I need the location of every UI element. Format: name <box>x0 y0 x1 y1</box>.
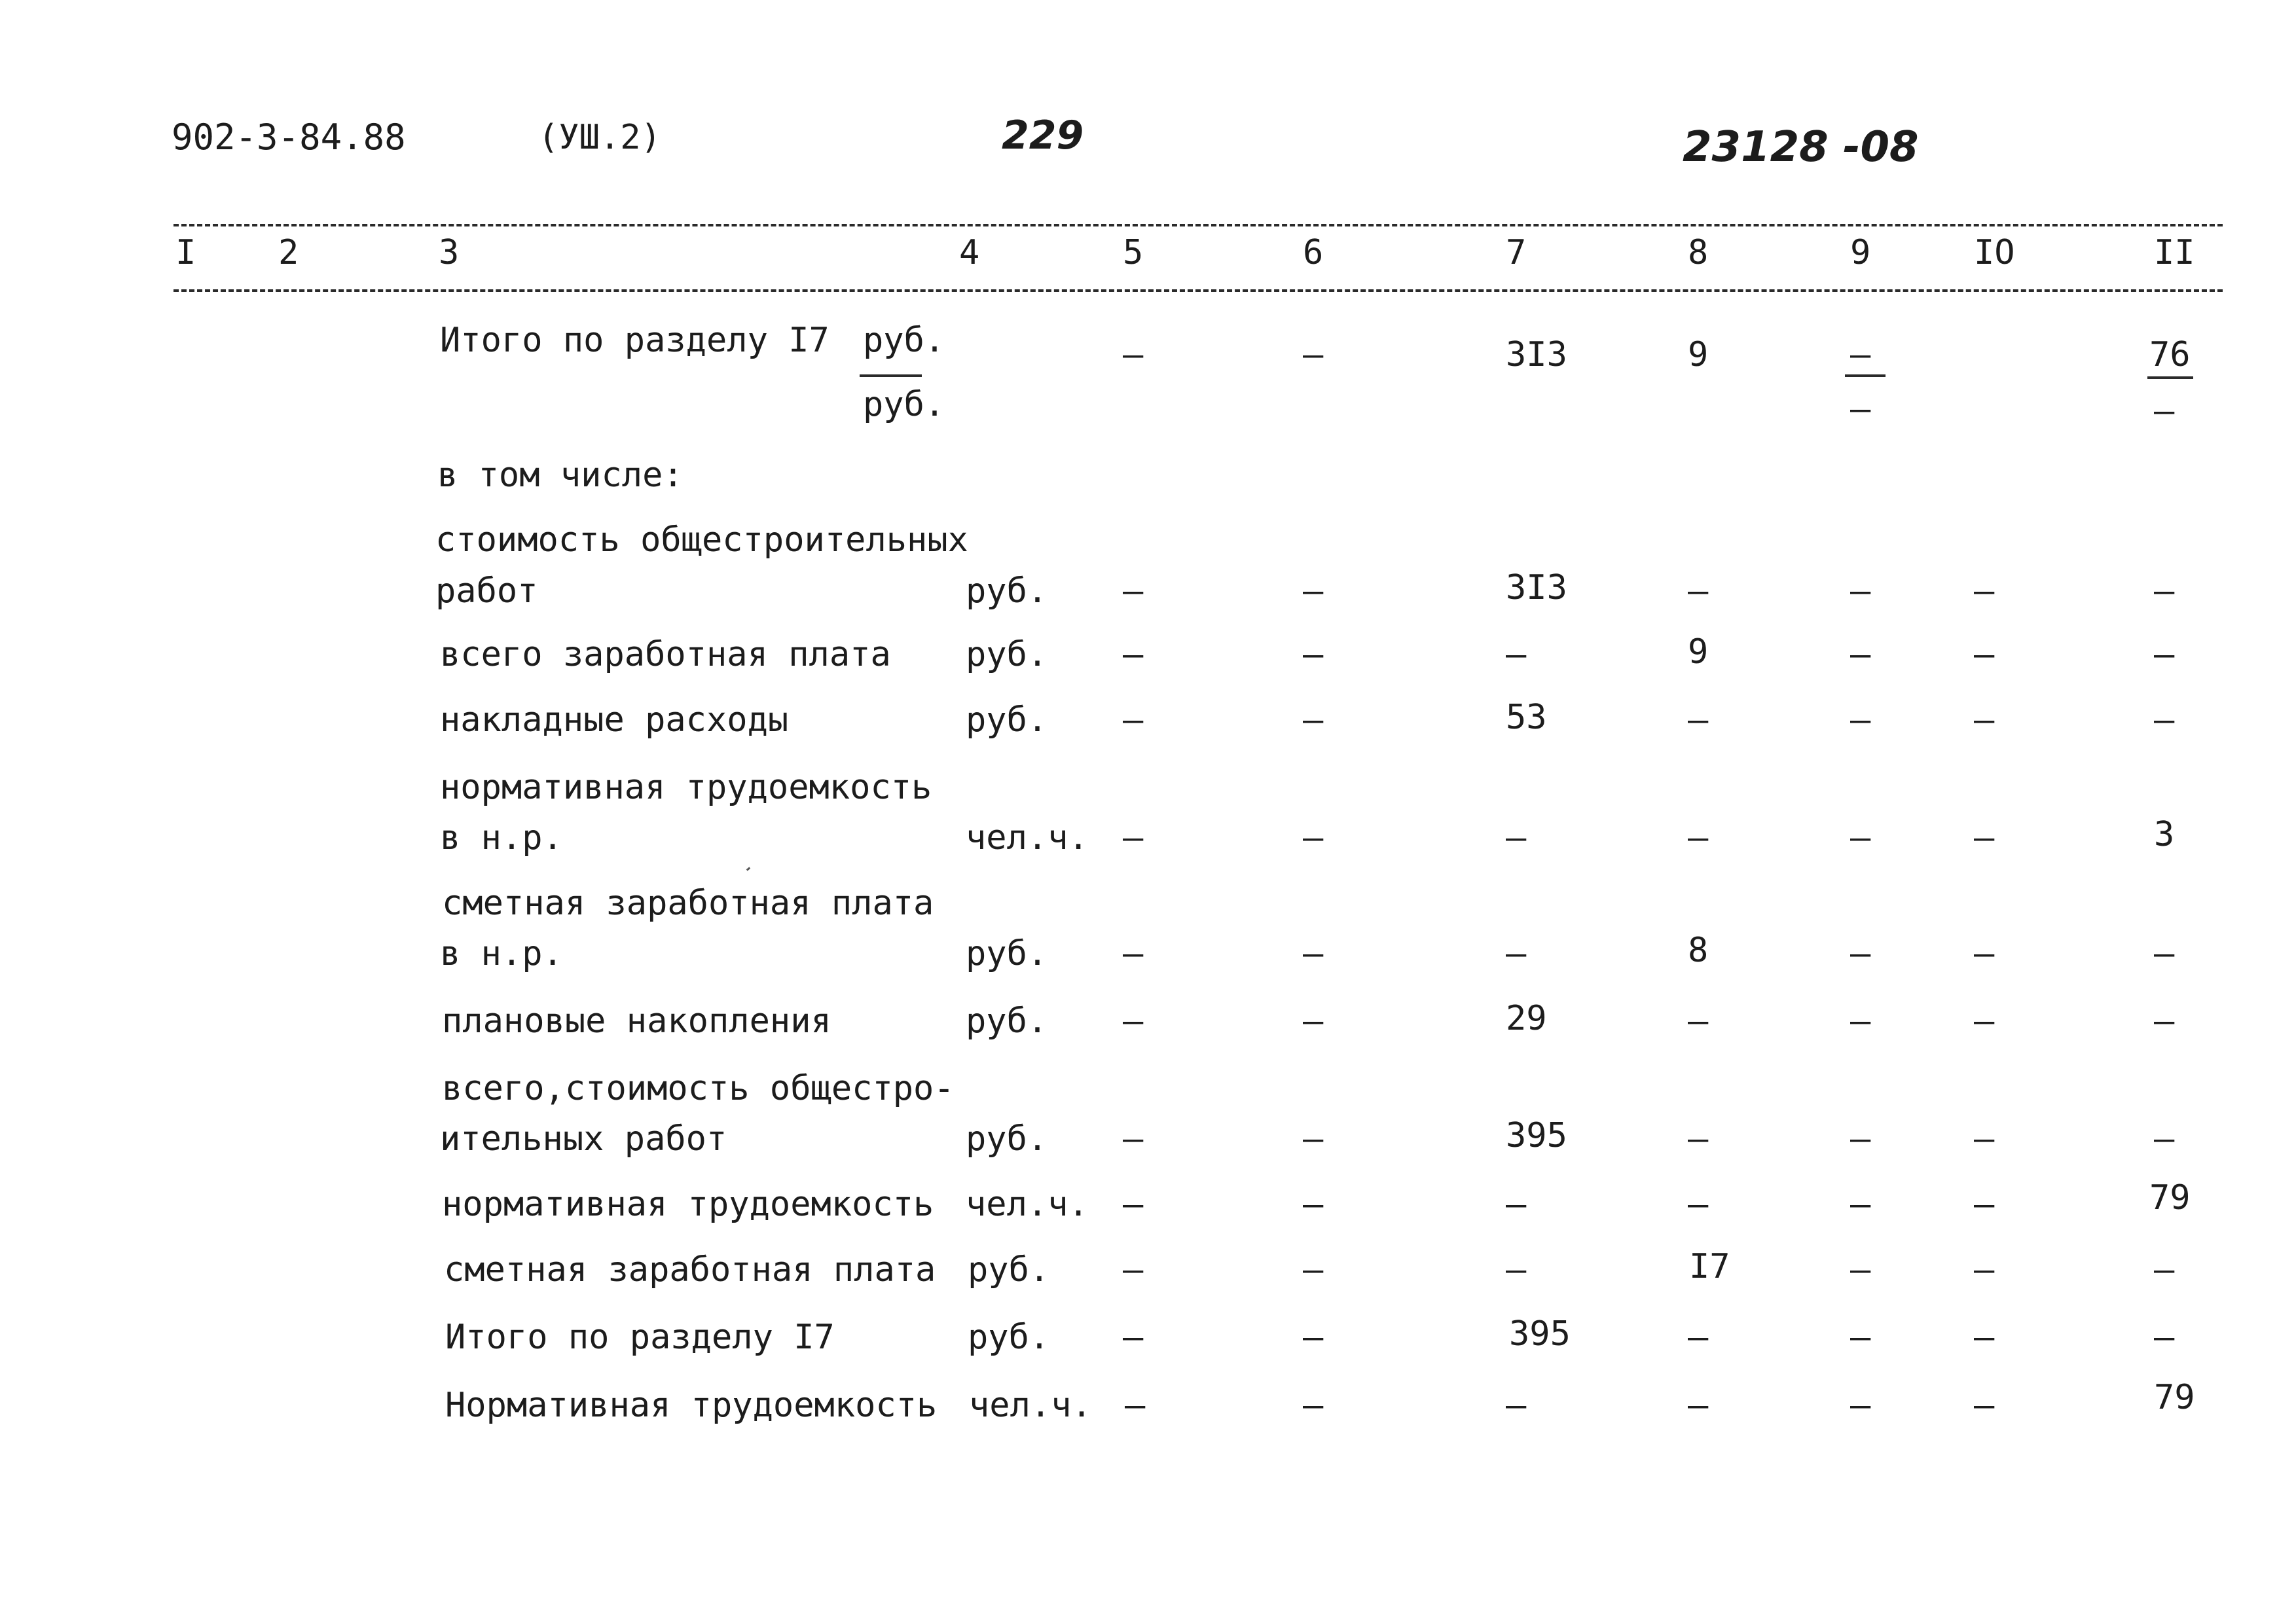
cell-col6: – <box>1303 1185 1324 1224</box>
column-header: 5 <box>1123 233 1144 272</box>
cell-col7: 395 <box>1509 1314 1571 1354</box>
archive-number: 23128 -08 <box>1683 123 1919 171</box>
cell-col11: – <box>2154 1318 2175 1357</box>
cell-col9: – <box>1850 335 1871 374</box>
header-rule-top <box>173 224 2223 226</box>
cell-col6: – <box>1303 934 1324 973</box>
cell-col10: – <box>1974 700 1995 740</box>
cell-col11: – <box>2154 571 2175 611</box>
cell-col6: – <box>1303 1001 1324 1041</box>
cell-col9: – <box>1850 1386 1871 1425</box>
cell-col10: – <box>1974 934 1995 973</box>
cell-col8: – <box>1688 1001 1709 1041</box>
cell-col11: 79 <box>2149 1178 2191 1218</box>
column-header: 3 <box>439 233 460 272</box>
column-header: IO <box>1974 233 2015 272</box>
cell-col11: – <box>2154 1001 2175 1041</box>
cell-col7: – <box>1506 934 1527 973</box>
cell-col10: – <box>1974 635 1995 674</box>
column-header: 4 <box>959 233 980 272</box>
cell-col11-denominator: – <box>2154 391 2175 431</box>
cell-col5: – <box>1123 1119 1144 1159</box>
cell-col9: – <box>1850 818 1871 857</box>
cell-col9: – <box>1850 934 1871 973</box>
subtotal-caption: в том числе: <box>437 456 683 495</box>
cell-col8: – <box>1688 571 1709 611</box>
row-name: Итого по разделу I7 <box>440 321 829 360</box>
cell-col6: – <box>1303 1318 1324 1357</box>
cell-col8: I7 <box>1689 1247 1730 1286</box>
cell-col10: – <box>1974 1250 1995 1290</box>
row-name: Нормативная трудоемкость <box>445 1386 938 1425</box>
column-header: 6 <box>1303 233 1324 272</box>
cell-col9: – <box>1850 1318 1871 1357</box>
row-unit: руб. <box>966 934 1048 973</box>
cell-col5: – <box>1125 1386 1146 1425</box>
row-name: нормативная трудоемкость <box>440 768 932 807</box>
row-unit: руб. <box>968 1250 1050 1290</box>
column-header: 7 <box>1506 233 1527 272</box>
cell-col6: – <box>1303 1250 1324 1290</box>
cell-col5: – <box>1123 1001 1144 1041</box>
cell-col8: – <box>1688 1318 1709 1357</box>
cell-col9: – <box>1850 635 1871 674</box>
doc-code: 902-3-84.88 <box>172 117 406 158</box>
row-name-continued: в н.р. <box>440 934 563 973</box>
row-name-continued: в н.р. <box>440 818 563 857</box>
row-unit: руб. <box>966 571 1048 611</box>
cell-col5: – <box>1123 818 1144 857</box>
cell-col5: – <box>1123 1318 1144 1357</box>
fraction-line <box>2147 376 2193 379</box>
row-name: Итого по разделу I7 <box>445 1318 835 1357</box>
cell-col8: 9 <box>1688 632 1709 672</box>
row-name-continued: работ <box>435 571 538 611</box>
cell-col10: – <box>1974 1119 1995 1159</box>
cell-col6: – <box>1303 700 1324 740</box>
cell-col8: – <box>1688 1119 1709 1159</box>
cell-col10: – <box>1974 1001 1995 1041</box>
cell-col11: 79 <box>2154 1378 2195 1417</box>
row-name: стоимость общестроительных <box>435 520 968 560</box>
cell-col5: – <box>1123 1250 1144 1290</box>
row-unit: руб. <box>966 1001 1048 1041</box>
cell-col7: – <box>1506 818 1527 857</box>
cell-col11: – <box>2154 700 2175 740</box>
column-header: 9 <box>1850 233 1871 272</box>
cell-col5: – <box>1123 934 1144 973</box>
cell-col5: – <box>1123 1185 1144 1224</box>
cell-col8: – <box>1688 1185 1709 1224</box>
cell-col9: – <box>1850 1185 1871 1224</box>
cell-col8: – <box>1688 700 1709 740</box>
cell-col6: – <box>1303 571 1324 611</box>
row-unit: руб. <box>966 635 1048 674</box>
cell-col6: – <box>1303 1119 1324 1159</box>
cell-col9: – <box>1850 1119 1871 1159</box>
cell-col8: – <box>1688 818 1709 857</box>
column-header: 2 <box>278 233 299 272</box>
cell-col7: 3I3 <box>1506 568 1567 607</box>
cell-col9-denominator: – <box>1850 389 1871 429</box>
row-unit: чел.ч. <box>969 1386 1092 1425</box>
cell-col5: – <box>1123 700 1144 740</box>
cell-col6: – <box>1303 818 1324 857</box>
cell-col6: – <box>1303 635 1324 674</box>
row-name: плановые накопления <box>442 1001 831 1041</box>
cell-col11: 76 <box>2149 335 2191 374</box>
cell-col9: – <box>1850 1001 1871 1041</box>
column-header: I <box>175 233 196 272</box>
row-name: всего заработная плата <box>440 635 891 674</box>
cell-col6: – <box>1303 1386 1324 1425</box>
row-name-continued: ительных работ <box>440 1119 727 1159</box>
fraction-line <box>1845 374 1886 377</box>
cell-col11: – <box>2154 934 2175 973</box>
cell-col10: – <box>1974 818 1995 857</box>
cell-col5: – <box>1123 571 1144 611</box>
cell-col7: 3I3 <box>1506 335 1567 374</box>
cell-col10: – <box>1974 571 1995 611</box>
cell-col11: – <box>2154 635 2175 674</box>
doc-part: (УШ.2) <box>538 118 661 157</box>
cell-col7: – <box>1506 1250 1527 1290</box>
cell-col10: – <box>1974 1318 1995 1357</box>
cell-col6: – <box>1303 335 1324 374</box>
row-unit: чел.ч. <box>966 818 1089 857</box>
column-header: 8 <box>1688 233 1709 272</box>
cell-col10: – <box>1974 1185 1995 1224</box>
row-unit: руб. <box>966 700 1048 740</box>
row-name: всего,стоимость общестро- <box>442 1069 955 1108</box>
row-unit-denominator: руб. <box>863 385 945 424</box>
row-name: сметная заработная плата <box>444 1250 936 1290</box>
cell-col9: – <box>1850 700 1871 740</box>
cell-col11: 3 <box>2154 815 2175 854</box>
row-name: сметная заработная плата <box>442 884 934 923</box>
cell-col7: 395 <box>1506 1116 1567 1155</box>
row-unit: чел.ч. <box>966 1185 1089 1224</box>
row-unit: руб. <box>968 1318 1050 1357</box>
cell-col5: – <box>1123 335 1144 374</box>
row-name: нормативная трудоемкость <box>442 1185 934 1224</box>
scan-mark <box>746 867 751 871</box>
cell-col9: – <box>1850 1250 1871 1290</box>
cell-col5: – <box>1123 635 1144 674</box>
cell-col8: 8 <box>1688 931 1709 970</box>
row-name: накладные расходы <box>440 700 789 740</box>
cell-col10: – <box>1974 1386 1995 1425</box>
cell-col11: – <box>2154 1119 2175 1159</box>
header-rule-bottom <box>173 289 2223 292</box>
cell-col8: 9 <box>1688 335 1709 374</box>
row-unit: руб. <box>863 321 945 360</box>
cell-col7: 53 <box>1506 698 1547 737</box>
row-unit: руб. <box>966 1119 1048 1159</box>
cell-col7: 29 <box>1506 999 1547 1038</box>
cell-col7: – <box>1506 1386 1527 1425</box>
cell-col7: – <box>1506 635 1527 674</box>
cell-col11: – <box>2154 1250 2175 1290</box>
cell-col7: – <box>1506 1185 1527 1224</box>
column-header: II <box>2154 233 2195 272</box>
cell-col9: – <box>1850 571 1871 611</box>
cell-col8: – <box>1688 1386 1709 1425</box>
fraction-line <box>860 374 922 377</box>
page-number: 229 <box>1002 113 1084 158</box>
